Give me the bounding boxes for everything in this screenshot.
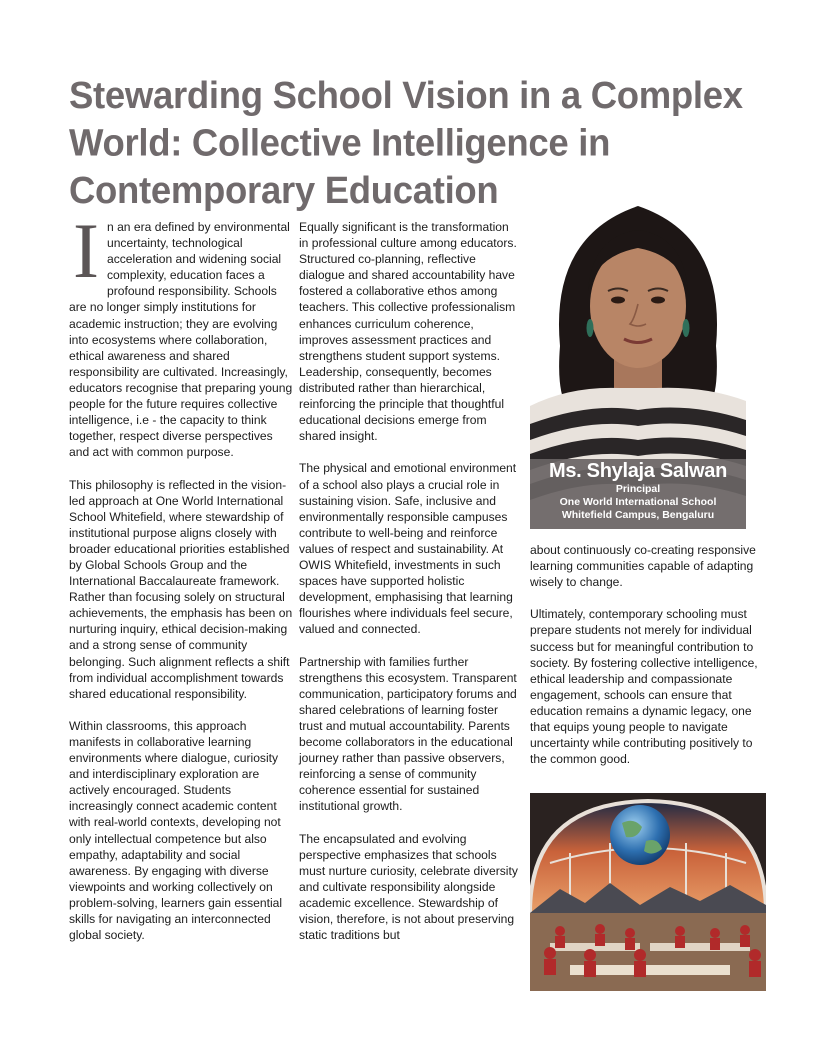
column-3 <box>530 542 760 783</box>
column-1 <box>69 207 293 959</box>
school-name: One World International School <box>559 496 717 508</box>
portrait-caption <box>530 459 746 529</box>
paragraph: The encapsulated and evolving perspective emphasizes that schools must nurture curiosity, celebrate diversity and cultivate responsibility alongside academic excellence. Stewardship of vision, therefore, is not about preserving static traditions but <box>299 831 518 943</box>
paragraph: Equally significant is the transformation in professional culture among educators. Structured co-planning, reflective dialogue and shared accountability have fostered a collaborative ethos among teachers. This collective professionalism enhances curriculum coherence, improves assessment practices and strengthens student support systems. Leadership, consequently, becomes distributed rather than hierarchical, reinforcing the principle that thoughtful educational decisions emerge from shared insight. <box>299 220 517 444</box>
paragraph: about continuously co-creating responsive learning communities capable of adapting wisely to change. <box>530 543 756 590</box>
classroom-illustration <box>530 793 766 991</box>
principal-portrait <box>530 196 746 529</box>
classroom-scene <box>530 793 766 991</box>
paragraph: This philosophy is reflected in the vision-led approach at One World International School Whitefield, where stewardship of institutional purpose aligns closely with broader educational priorities established by Global Schools Group and the International Baccalaureate framework. Rather than focusing solely on structural achievements, the emphasis has been on nurturing inquiry, ethical decision-making and a strong sense of community belonging. Such alignment reflects a shift from individual accomplishment towards shared educational responsibility. <box>69 477 293 701</box>
article-title: Stewarding School Vision in a Complex World: Collective Intelligence in Contemporary Education <box>69 74 743 212</box>
paragraph: Within classrooms, this approach manifests in collaborative learning environments where dialogue, curiosity and interdisciplinary exploration are actively encouraged. Students increasingly connect academic content with real-world contexts, developing not only intellectual competence but also empathy, adaptability and social awareness. By engaging with diverse viewpoints and working collectively on problem-solving, learners gain essential skills for navigating an interconnected global society. <box>69 718 283 943</box>
paragraph-text: n an era defined by environmental uncertainty, technological acceleration and widening social complexity, education faces a profound responsibility. Schools are no longer simply institutions for academic instruction; they are evolving into ecosystems where collaboration, ethical awareness and shared responsibility are cultivated. Increasingly, educators recognise that preparing young people for the future requires collective intelligence, i.e - the capacity to think together, respect diverse perspectives and act with common purpose. <box>69 220 293 460</box>
paragraph: Partnership with families further strengthens this ecosystem. Transparent communication, participatory forums and shared celebrations of learning foster trust and mutual accountability. Parents become collaborators in the educational journey rather than passive observers, reinforcing a sense of community coherence essential for sustained institutional growth. <box>299 654 517 814</box>
paragraph <box>69 207 293 460</box>
paragraph: The physical and emotional environment of a school also plays a crucial role in sustaining vision. Safe, inclusive and environmentally responsible campuses contribute to well-being and reinforce values of respect and sustainability. At OWIS Whitefield, investments in such spaces have supported holistic development, emphasising that learning flourishes where individuals feel secure, valued and connected. <box>299 461 517 637</box>
principal-name: Ms. Shylaja Salwan <box>548 460 727 482</box>
drop-cap: I <box>73 207 99 294</box>
column-2 <box>299 219 519 959</box>
campus-name: Whitefield Campus, Bengaluru <box>561 509 715 521</box>
paragraph: Ultimately, contemporary schooling must prepare students not merely for individual success but for meaningful contribution to society. By fostering collective intelligence, ethical leadership and compassionate engagement, schools can ensure that education remains a dynamic legacy, one that equips young people to navigate uncertainty while contributing positively to the common good. <box>530 607 758 767</box>
principal-role: Principal <box>615 483 661 495</box>
